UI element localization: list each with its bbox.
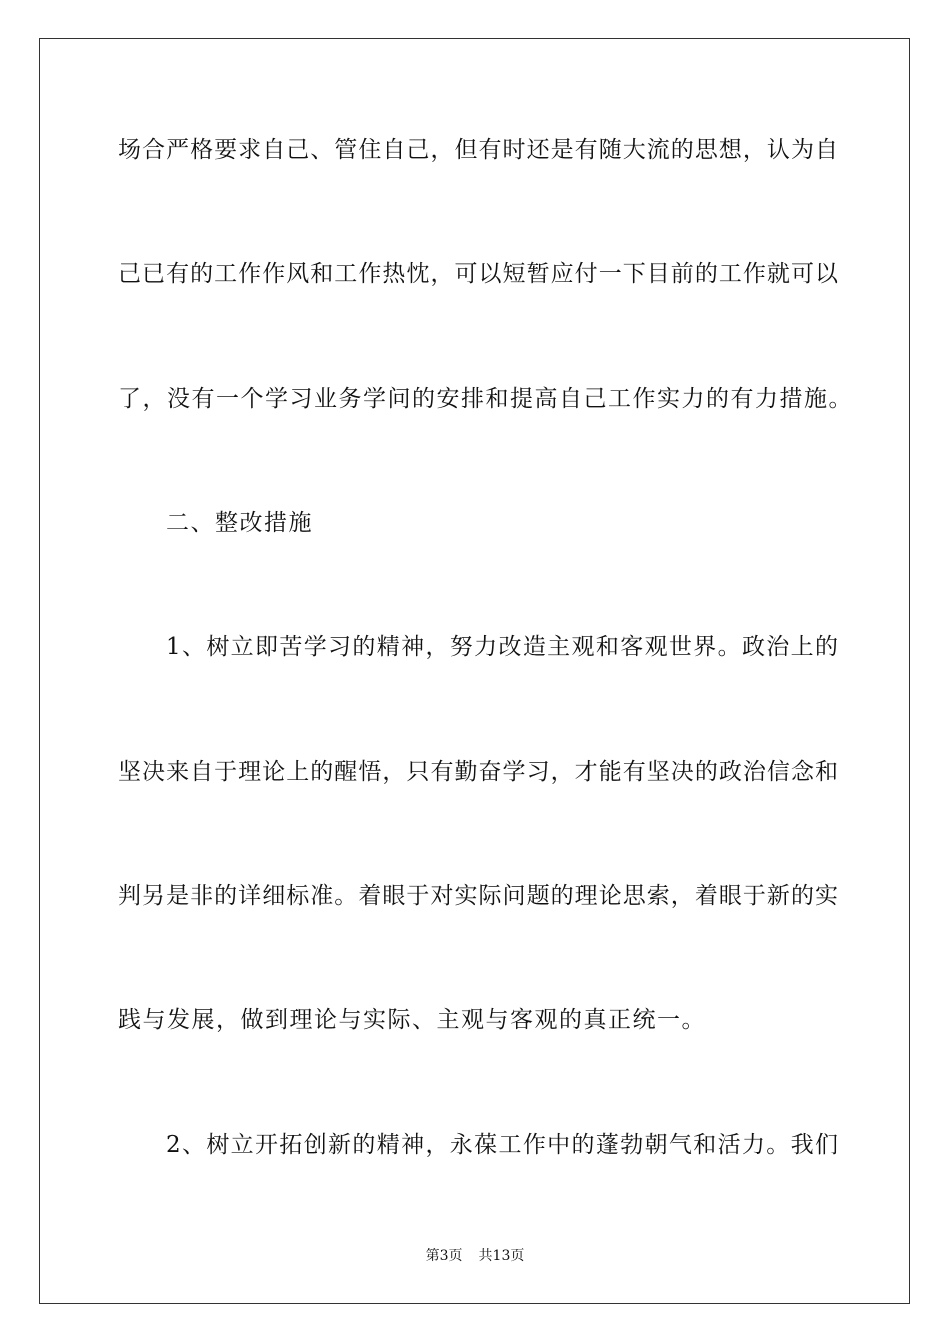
page-footer	[0, 1247, 950, 1265]
page-frame	[39, 38, 910, 1304]
body-line-1: 场合严格要求自己、管住自己，但有时还是有随大流的思想，认为自	[118, 137, 838, 163]
body-line-5: 1、树立即苦学习的精神，努力改造主观和客观世界。政治上的	[166, 634, 838, 660]
section-heading: 二、整改措施	[166, 510, 313, 536]
body-line-7: 判另是非的详细标准。着眼于对实际问题的理论思索，着眼于新的实	[118, 883, 838, 909]
body-line-8: 践与发展，做到理论与实际、主观与客观的真正统一。	[118, 1007, 706, 1033]
body-line-6: 坚决来自于理论上的醒悟，只有勤奋学习，才能有坚决的政治信念和	[118, 759, 838, 785]
page-total: 共13页	[478, 1248, 525, 1264]
body-line-9: 2、树立开拓创新的精神，永葆工作中的蓬勃朝气和活力。我们	[166, 1132, 838, 1158]
body-line-3: 了，没有一个学习业务学问的安排和提高自己工作实力的有力措施。	[118, 386, 853, 412]
page-number: 第3页	[425, 1248, 463, 1264]
body-line-2: 己已有的工作作风和工作热忱，可以短暂应付一下目前的工作就可以	[118, 261, 838, 287]
